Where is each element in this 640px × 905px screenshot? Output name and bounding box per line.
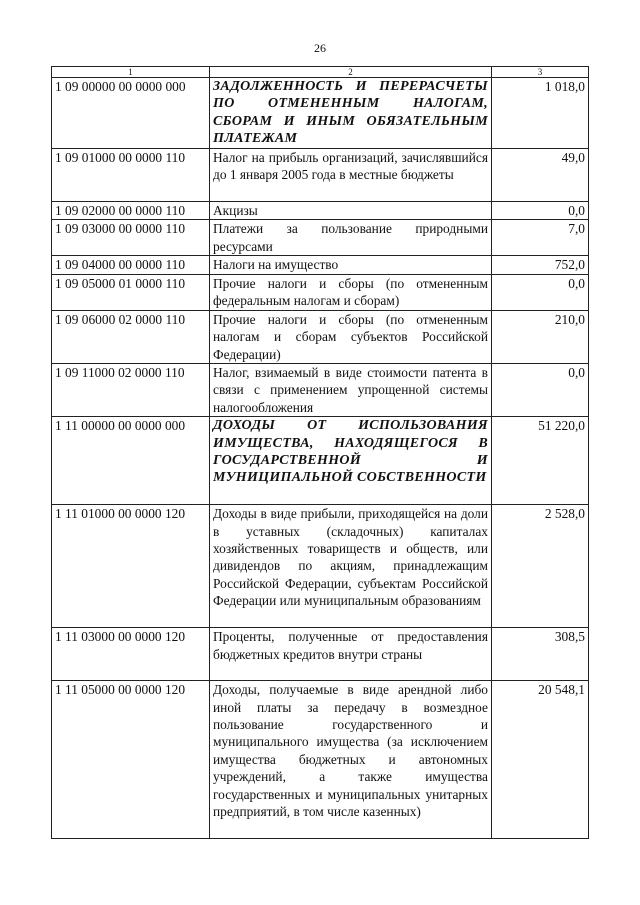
row-amount: 49,0 (492, 149, 589, 202)
row-code: 1 09 11000 02 0000 110 (52, 364, 210, 417)
row-name: Налог на прибыль организаций, зачислявшийся до 1 января 2005 года в местные бюджеты (210, 149, 492, 202)
row-amount: 0,0 (492, 202, 589, 220)
row-amount: 308,5 (492, 628, 589, 681)
row-amount: 7,0 (492, 220, 589, 256)
row-amount: 752,0 (492, 256, 589, 274)
row-name: Налог, взимаемый в виде стоимости патента в связи с применением упрощенной системы налогообложения (210, 364, 492, 417)
row-amount: 51 220,0 (492, 417, 589, 505)
table-row (52, 78, 589, 149)
row-name: ДОХОДЫ ОТ ИСПОЛЬЗОВАНИЯ ИМУЩЕСТВА, НАХОДЯЩЕГОСЯ В ГОСУДАРСТВЕННОЙ И МУНИЦИПАЛЬНОЙ СОБСТВЕННОСТИ (210, 417, 492, 505)
row-code: 1 11 01000 00 0000 120 (52, 505, 210, 628)
table-row (52, 220, 589, 256)
row-code: 1 09 03000 00 0000 110 (52, 220, 210, 256)
column-header-name: 2 (210, 67, 492, 78)
table-row (52, 628, 589, 681)
row-amount: 2 528,0 (492, 505, 589, 628)
row-code: 1 11 03000 00 0000 120 (52, 628, 210, 681)
row-amount: 20 548,1 (492, 681, 589, 839)
row-code: 1 09 01000 00 0000 110 (52, 149, 210, 202)
table-row (52, 310, 589, 363)
row-code: 1 09 05000 01 0000 110 (52, 274, 210, 310)
row-name: Платежи за пользование природными ресурсами (210, 220, 492, 256)
row-name: Прочие налоги и сборы (по отмененным налогам и сборам субъектов Российской Федерации) (210, 310, 492, 363)
row-name: Доходы, получаемые в виде арендной либо иной платы за передачу в возмездное пользование государственного и муниципального имущества (за исключением имущества бюджетных и автономных учреждений, а также имущества государственных и муниципальных унитарных предприятий, в том числе казенных) (210, 681, 492, 839)
row-amount: 0,0 (492, 274, 589, 310)
table-row (52, 256, 589, 274)
table-row (52, 681, 589, 839)
row-amount: 210,0 (492, 310, 589, 363)
table-row (52, 149, 589, 202)
table-row (52, 417, 589, 505)
table-row (52, 505, 589, 628)
row-name: Налоги на имущество (210, 256, 492, 274)
column-header-amount: 3 (492, 67, 589, 78)
page-number: 26 (314, 41, 326, 55)
row-code: 1 09 06000 02 0000 110 (52, 310, 210, 363)
row-code: 1 09 04000 00 0000 110 (52, 256, 210, 274)
budget-table (51, 66, 589, 839)
row-code: 1 11 00000 00 0000 000 (52, 417, 210, 505)
row-name: Прочие налоги и сборы (по отмененным федеральным налогам и сборам) (210, 274, 492, 310)
row-code: 1 09 02000 00 0000 110 (52, 202, 210, 220)
row-code: 1 09 00000 00 0000 000 (52, 78, 210, 149)
row-name: Доходы в виде прибыли, приходящейся на доли в уставных (складочных) капиталах хозяйственных товариществ и обществ, или дивидендов по акциям, принадлежащим Российской Федерации, субъектам Российской Федерации или муниципальным образованиям (210, 505, 492, 628)
row-amount: 1 018,0 (492, 78, 589, 149)
row-name: ЗАДОЛЖЕННОСТЬ И ПЕРЕРАСЧЕТЫ ПО ОТМЕНЕННЫМ НАЛОГАМ, СБОРАМ И ИНЫМ ОБЯЗАТЕЛЬНЫМ ПЛАТЕЖАМ (210, 78, 492, 149)
table-row (52, 364, 589, 417)
table-row (52, 274, 589, 310)
column-header-code: 1 (52, 67, 210, 78)
row-code: 1 11 05000 00 0000 120 (52, 681, 210, 839)
row-name: Проценты, полученные от предоставления бюджетных кредитов внутри страны (210, 628, 492, 681)
table-header-row (52, 67, 589, 78)
row-name: Акцизы (210, 202, 492, 220)
table-row (52, 202, 589, 220)
row-amount: 0,0 (492, 364, 589, 417)
